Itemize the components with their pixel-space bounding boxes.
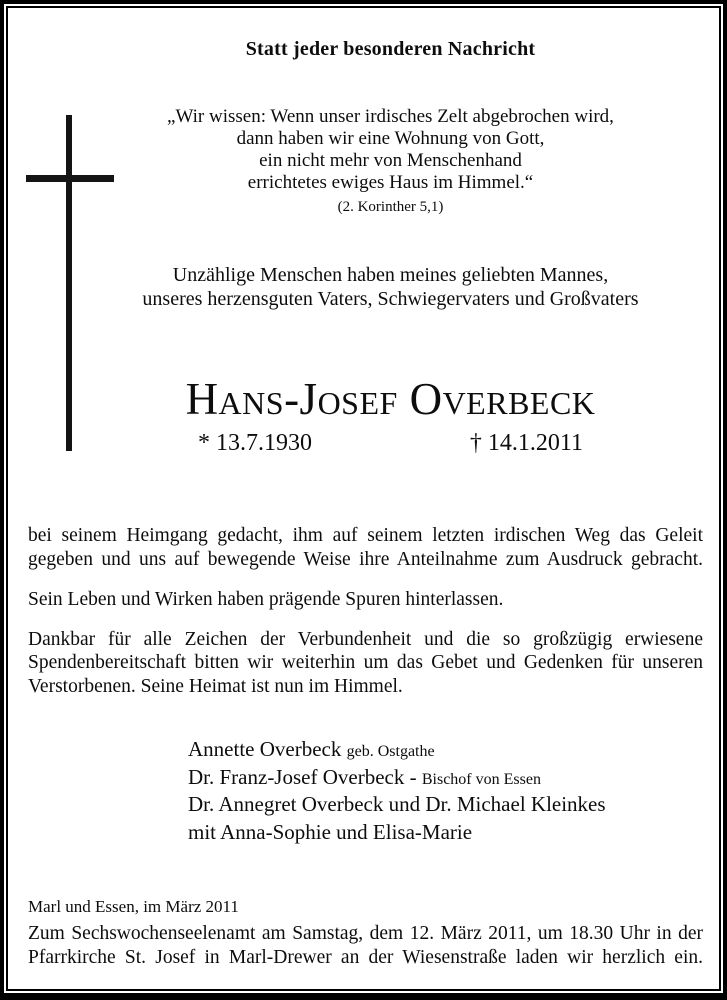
intro-line: Unzählige Menschen haben meines geliebten Mannes, — [172, 264, 609, 286]
mourner-detail: Bischof von Essen — [421, 770, 541, 788]
latin-cross-icon-horizontal-bar — [26, 175, 114, 182]
scripture-source: (2. Korinther 5,1) — [337, 199, 444, 215]
deceased-name: Hans-Josef Overbeck — [185, 374, 596, 424]
latin-cross-icon-vertical-bar — [66, 115, 72, 451]
mourner-name: mit Anna-Sophie und Elisa-Marie — [188, 819, 473, 844]
intro-line: unseres herzensguten Vaters, Schwiegervaters und Großvaters — [142, 288, 639, 310]
scripture-quote-line: errichtetes ewiges Haus im Himmel.“ — [247, 172, 534, 193]
mourner-line — [188, 765, 703, 793]
body-paragraph: Sein Leben und Wirken haben prägende Spuren hinterlassen. — [28, 588, 504, 610]
notice-header: Statt jeder besonderen Nachricht — [245, 38, 536, 60]
body-paragraph: Dankbar für alle Zeichen der Verbundenheit und die so großzügig erwiesene Spendenbereitschaft bitten wir weiterhin um das Gebet und Gedenken für unseren Verstorbenen. Seine Heimat ist nun im Himmel. — [28, 628, 703, 697]
obituary-sheet — [6, 6, 721, 991]
birth-date: * 13.7.1930 — [198, 430, 312, 456]
mourner-name: Annette Overbeck — [188, 737, 347, 761]
mourner-name: Dr. Annegret Overbeck und Dr. Michael Kleinkes — [188, 792, 606, 816]
memorial-service-invitation: Zum Sechswochenseelenamt am Samstag, dem 12. März 2011, um 18.30 Uhr in der Pfarrkirche St. Josef in Marl-Drewer an der Wiesenstraße laden wir herzlich ein. — [28, 923, 703, 968]
mourner-name: Dr. Franz-Josef Overbeck - — [188, 764, 422, 789]
death-date: † 14.1.2011 — [469, 430, 583, 456]
place-and-date: Marl und Essen, im März 2011 — [28, 897, 239, 916]
mourner-line — [188, 737, 703, 765]
mourner-line — [188, 792, 703, 820]
scripture-quote-line: „Wir wissen: Wenn unser irdisches Zelt abgebrochen wird, — [167, 106, 614, 127]
scripture-quote-line: dann haben wir eine Wohnung von Gott, — [236, 128, 545, 149]
notice-body — [28, 524, 703, 698]
scripture-quote-line: ein nicht mehr von Menschenhand — [259, 150, 522, 171]
body-paragraph: bei seinem Heimgang gedacht, ihm auf seinem letzten irdischen Weg das Geleit gegeben und uns auf bewegende Weise ihre Anteilnahme zum Ausdruck gebracht. — [28, 525, 703, 570]
intro-text — [78, 263, 703, 311]
mourner-detail: geb. Ostgathe — [346, 743, 435, 760]
life-dates — [78, 429, 703, 457]
scripture-quote — [78, 106, 703, 194]
mourners-list — [188, 737, 703, 847]
mourner-line — [188, 820, 703, 848]
